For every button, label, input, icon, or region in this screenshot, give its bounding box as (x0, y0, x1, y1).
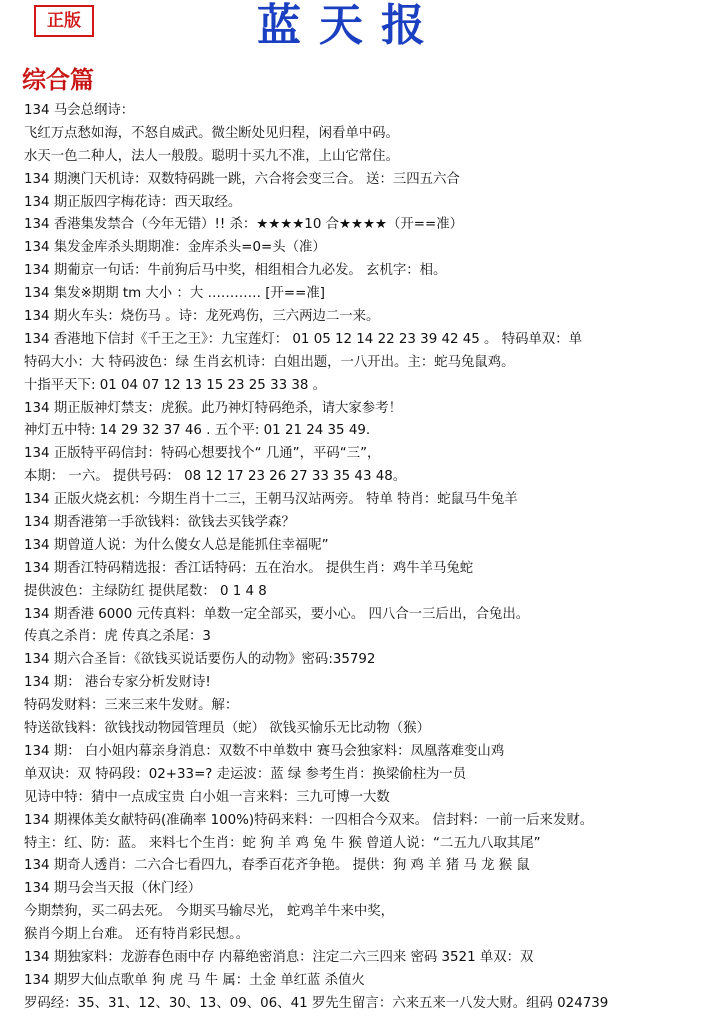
text-line: 134 期火车头：烧伤马 。诗：龙死鸡伤，三六两边二一来。 (24, 309, 380, 325)
edition-badge: 正版 (34, 5, 94, 37)
text-line: 134 期正版四字梅花诗：西天取经。 (24, 194, 242, 210)
text-line: 134 期马会当天报（休门经） (24, 881, 202, 897)
text-line: 134 期六合圣旨：《欲钱买说话要伤人的动物》密码:35792 (24, 652, 376, 668)
text-line: 134 期罗大仙点歌单 狗 虎 马 牛 属：土金 单红蓝 杀值火 (24, 972, 365, 988)
text-line: 134 期正版神灯禁支：虎猴。此乃神灯特码绝杀，请大家参考！ (24, 400, 402, 416)
page-title: 蓝天报 (257, 0, 443, 51)
text-line: 134 马会总纲诗： (24, 103, 135, 118)
text-line: 134 期香港第一手欲钱料：欲钱去买钱学森？ (24, 515, 295, 531)
text-line: 提供波色：主绿防红 提供尾数： 0 1 4 8 (24, 583, 267, 599)
text-line: 134 期香港 6000 元传真料：单数一定全部买，要小心。 四八合一三后出，合兔出。 (24, 606, 530, 622)
text-line: 传真之杀肖：虎 传真之杀尾：3 (24, 629, 211, 645)
text-line: 十指平天下: 01 04 07 12 13 15 23 25 33 38 。 (24, 377, 327, 393)
text-line: 134 香港集发禁合（今年无错）!! 杀：★★★★10 合★★★★（开==准） (24, 217, 463, 233)
text-line: 特码大小：大 特码波色：绿 生肖玄机诗：白姐出题，一八开出。主：蛇马兔鼠鸡。 (24, 354, 515, 370)
text-line: 神灯五中特: 14 29 32 37 46 . 五个平: 01 21 24 35 49. (24, 423, 371, 439)
text-line: 134 期奇人透肖：二六合七看四九，春季百花齐争艳。 提供：狗 鸡 羊 猪 马 龙 猴 鼠 (24, 858, 530, 874)
text-line: 134 期澳门天机诗：双数特码跳一跳，六合将会变三合。 送：三四五六合 (24, 171, 460, 187)
text-line: 134 期： 港台专家分析发财诗! (24, 675, 211, 691)
text-line: 飞红万点愁如海，不怒自威武。微尘断处见归程，闲看单中码。 (24, 125, 399, 141)
text-line: 134 集发金库杀头期期准：金库杀头=0=头（准） (24, 240, 326, 256)
text-line: 水天一色二种人，法人一般殷。聪明十买九不准，上山它常住。 (24, 148, 399, 164)
text-line: 特送欲钱料：欲钱找动物园管理员（蛇） 欲钱买愉乐无比动物（猴） (24, 721, 430, 737)
text-line: 特主：红、防：蓝。 来料七个生肖：蛇 狗 羊 鸡 兔 牛 猴 曾道人说：“二五九八取其尾” (24, 835, 541, 851)
text-line: 134 期曾道人说：为什么傻女人总是能抓住幸福呢” (24, 537, 329, 553)
text-line: 罗码经：35、31、12、30、13、09、06、41 罗先生留言：六来五来一八发大财。组码 024739 (24, 995, 609, 1011)
text-line: 134 期香江特码精选报：香江话特码：五在治水。 提供生肖：鸡牛羊马兔蛇 (24, 560, 474, 576)
text-line: 134 期裸体美女献特码(准确率 100%)特码来料：一四相合今双来。 信封料：一前一后来发财。 (24, 812, 594, 828)
text-line: 单双诀：双 特码段：02+33=? 走运波：蓝 绿 参考生肖：换梁偷柱为一员 (24, 766, 467, 782)
text-line: 134 正版特平码信封：特码心想要找个“ 几通”，平码“三”， (24, 446, 381, 462)
text-line: 猴肖今期上台难。 还有特肖彩民想。。 (24, 927, 250, 943)
text-line: 134 正版火烧玄机：今期生肖十二三，王朝马汉站两旁。 特单 特肖：蛇鼠马牛兔羊 (24, 492, 518, 508)
text-line: 134 集发※期期 tm 大小 ：大 ………… [开==准] (24, 286, 325, 302)
text-line: 134 香港地下信封《千王之王》：九宝莲灯： 01 05 12 14 22 23 39 42 45 。 特码单双：单 (24, 331, 583, 347)
text-line: 本期： 一六。 提供号码： 08 12 17 23 26 27 33 35 43 48。 (24, 469, 407, 485)
text-line: 今期禁狗，买二码去死。 今期买马输尽光， 蛇鸡羊牛来中奖， (24, 904, 395, 920)
section-heading: 综合篇 (22, 65, 94, 94)
text-line: 134 期： 白小姐内幕亲身消息：双数不中单数中 赛马会独家料：凤凰落难变山鸡 (24, 743, 505, 759)
text-line: 见诗中特：猜中一点成宝贵 白小姐一言来料：三九可博一大数 (24, 789, 390, 805)
text-line: 134 期独家料：龙游春色雨中存 内幕绝密消息：注定二六三四来 密码 3521 单双：双 (24, 949, 534, 965)
text-line: 特码发财料：三来三来牛发财。解： (24, 698, 239, 714)
text-line: 134 期葡京一句话：牛前狗后马中奖，相组相合九必发。 玄机字：相。 (24, 263, 447, 279)
content-lines (24, 100, 719, 1016)
